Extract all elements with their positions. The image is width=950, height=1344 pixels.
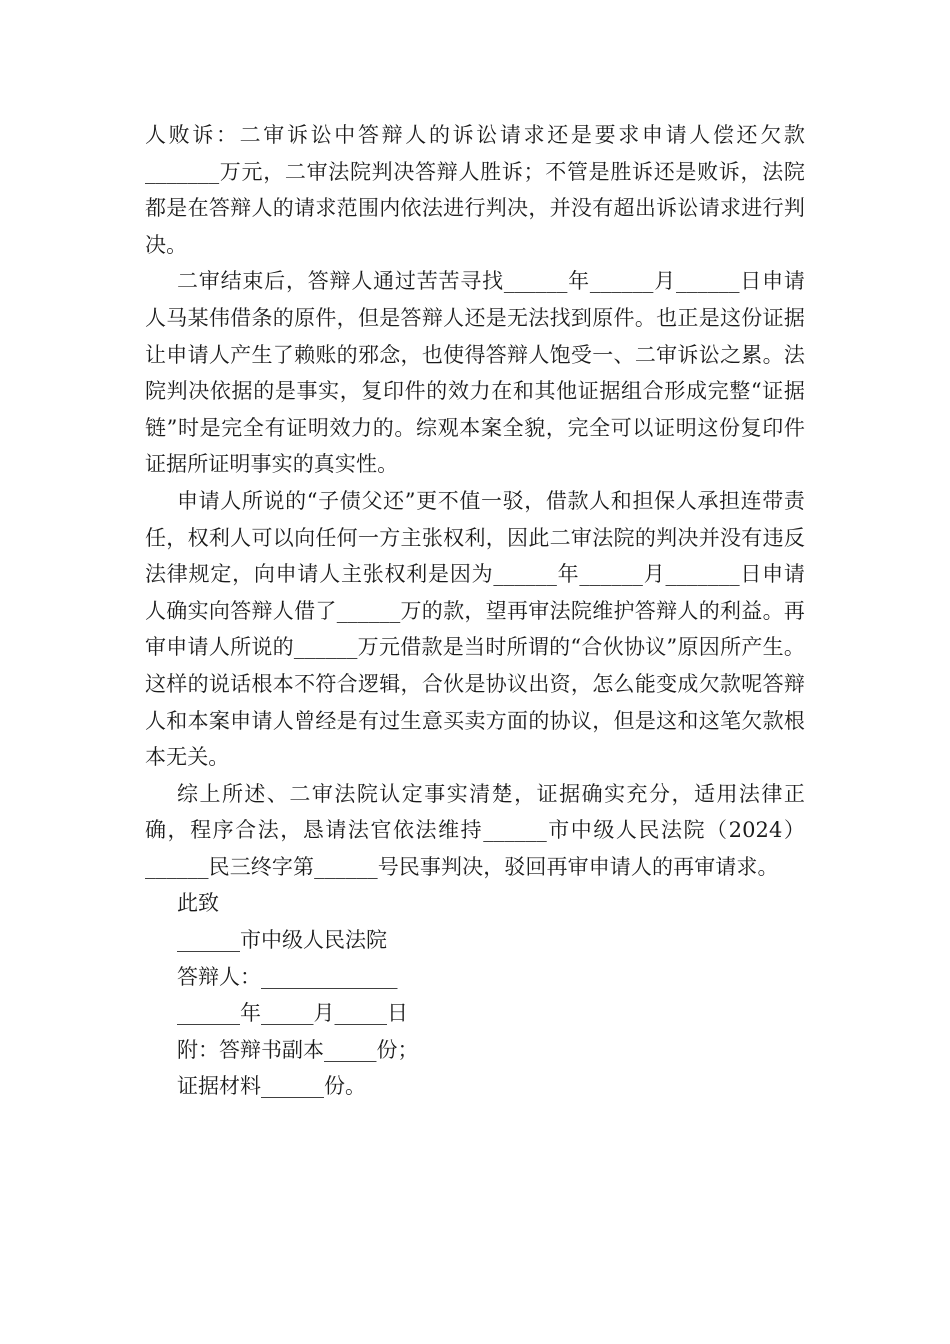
paragraph-evidence-search: 二审结束后，答辩人通过苦苦寻找______年______月______日申请人马某伟借条的原件，但是答辩人还是无法找到原件。也正是这份证据让申请人产生了赖账的邪念，也使得答辩人饱受一、二审诉讼之累。法院判决依据的是事实，复印件的效力在和其他证据组合形成完整“证据链”时是完全有证明效力的。综观本案全貌，完全可以证明这份复印件证据所证明事实的真实性。 [145, 269, 805, 477]
document-page [145, 117, 805, 1105]
evidence-materials: 证据材料______份。 [177, 1074, 366, 1099]
paragraph-continuation: 人败诉：二审诉讼中答辩人的诉讼请求还是要求申请人偿还欠款_______万元，二审法院判决答辩人胜诉；不管是胜诉还是败诉，法院都是在答辩人的请求范围内依法进行判决，并没有超出诉讼请求进行判决。 [145, 123, 805, 257]
signature-date: ______年_____月_____日 [177, 1001, 408, 1026]
respondent-signature: 答辩人：_____________ [177, 964, 398, 989]
salutation: 此致 [177, 891, 219, 916]
attachment-copies: 附：答辩书副本_____份； [177, 1037, 419, 1062]
paragraph-joint-liability: 申请人所说的“子债父还”更不值一驳，借款人和担保人承担连带责任，权利人可以向任何一方主张权利，因此二审法院的判决并没有违反法律规定，向申请人主张权利是因为______年______月_______日申请人确实向答辩人借了______万的款，望再审法院维护答辩人的利益。再审申请人所说的______万元借款是当时所谓的“合伙协议”原因所产生。这样的说话根本不符合逻辑，合伙是协议出资，怎么能变成欠款呢答辩人和本案申请人曾经是有过生意买卖方面的协议，但是这和这笔欠款根本无关。 [145, 488, 805, 770]
addressee-court: ______市中级人民法院 [177, 928, 387, 953]
paragraph-conclusion: 综上所述、二审法院认定事实清楚，证据确实充分，适用法律正确，程序合法，恳请法官依法维持______市中级人民法院（2024）______民三终字第______号民事判决，驳回再审申请人的再审请求。 [145, 781, 805, 879]
